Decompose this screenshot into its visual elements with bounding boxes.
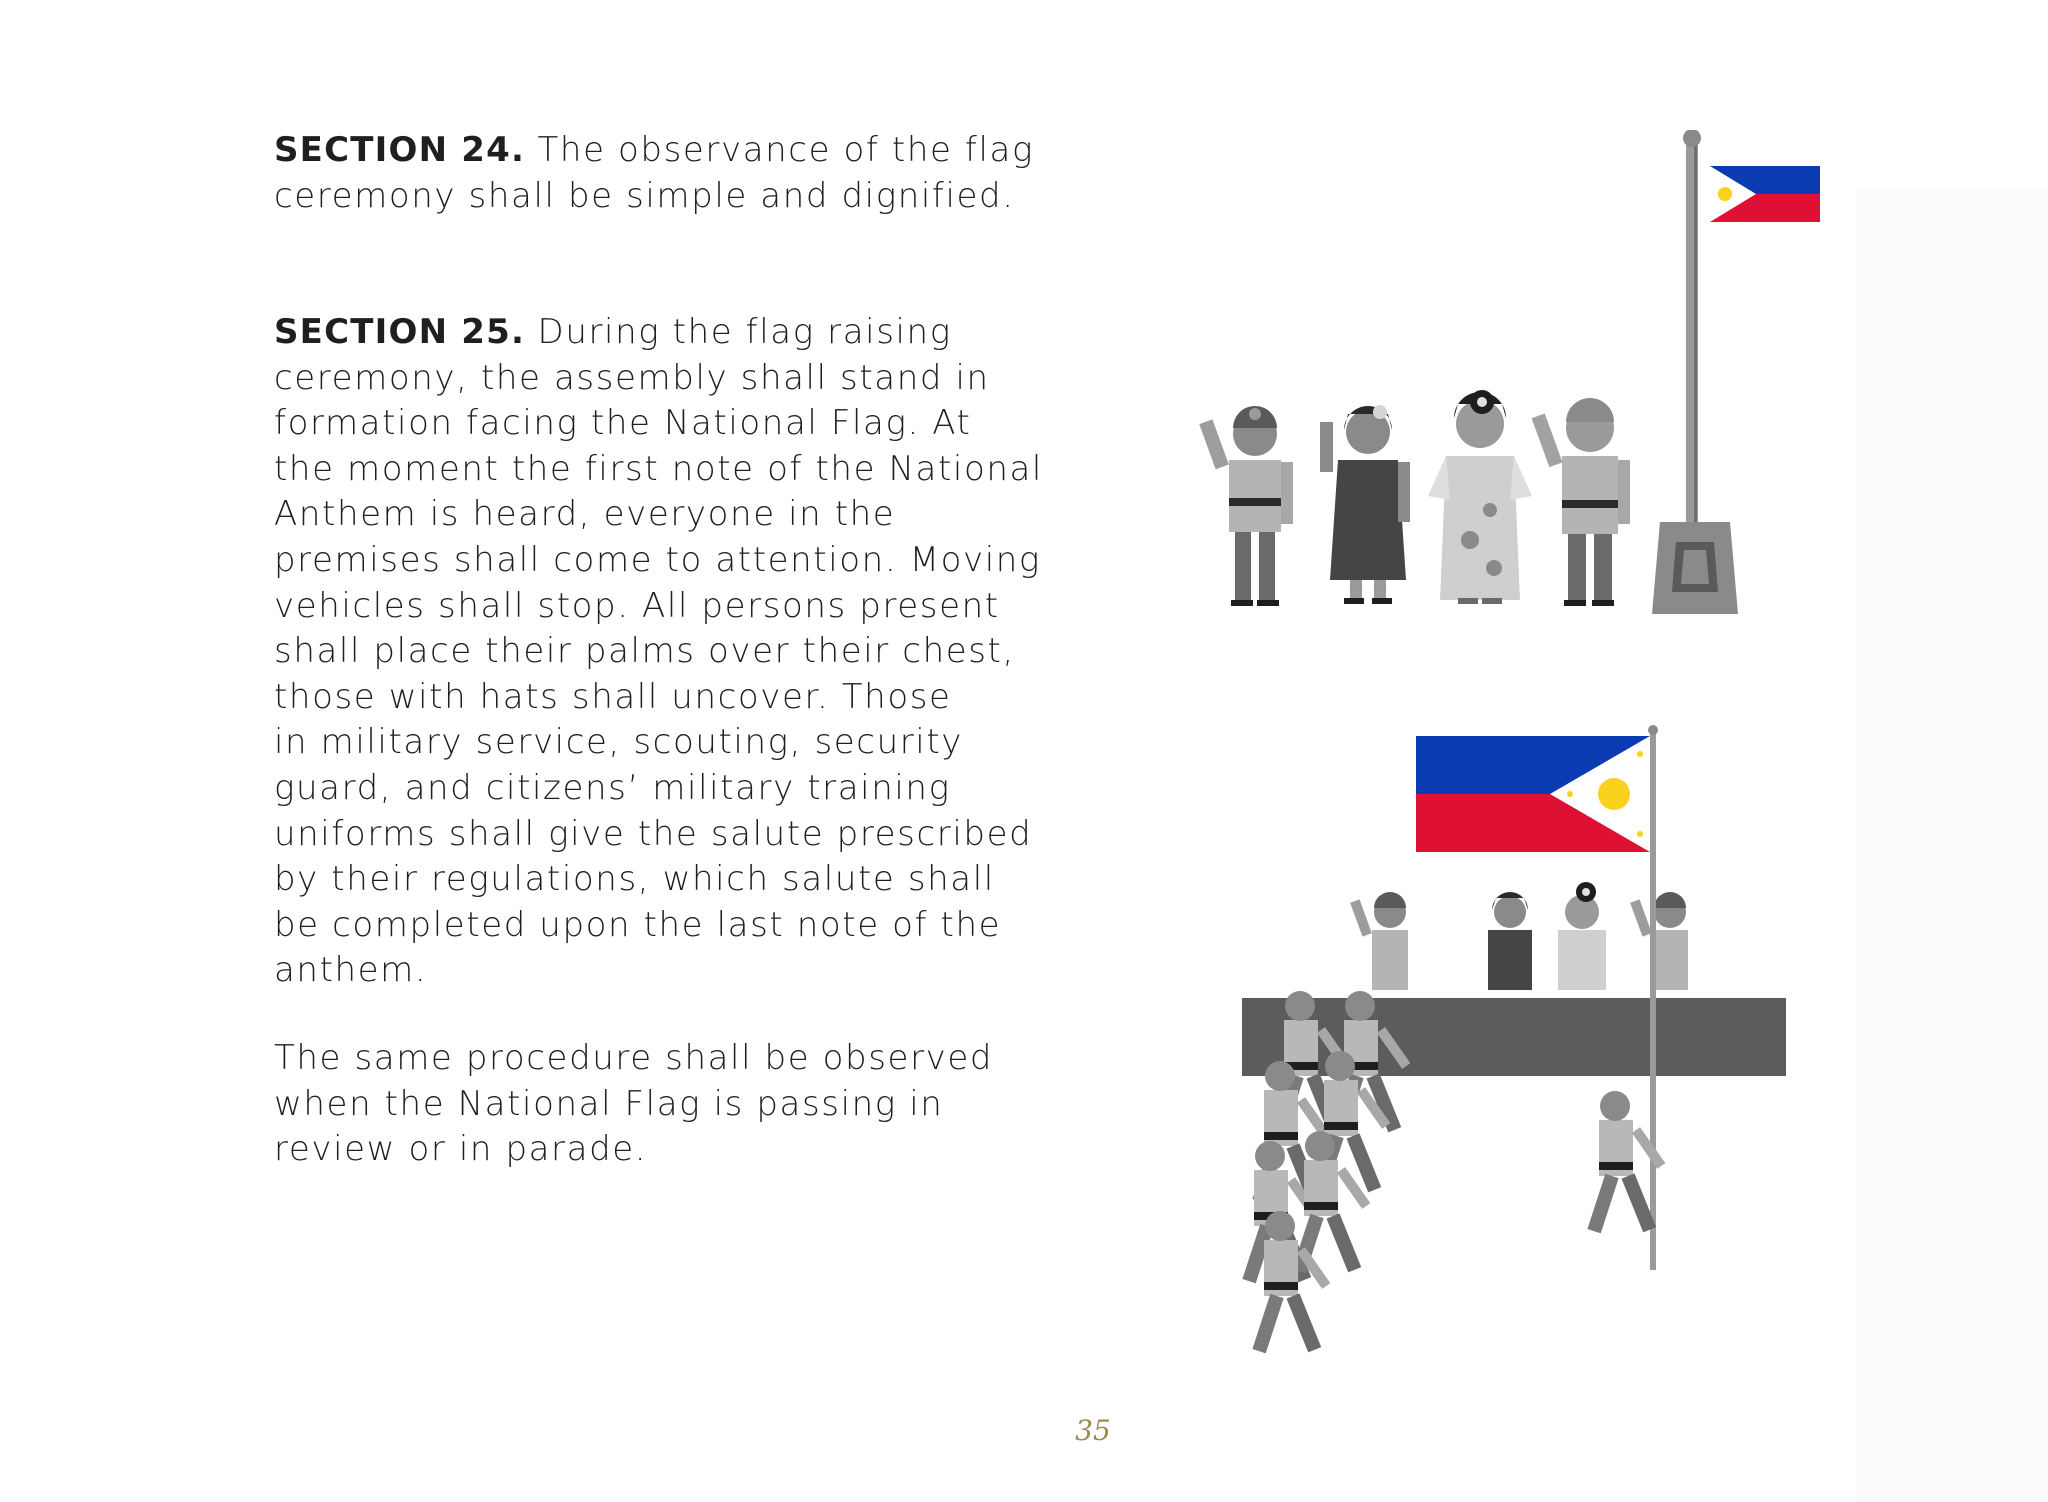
page-number: 35 <box>1075 1414 1111 1447</box>
flag-raising-illustration <box>1190 130 1830 630</box>
section-24-heading: SECTION 24. <box>274 130 526 170</box>
section-24-body: The observance of the flag ceremony shall be simple and dignified. <box>274 130 1034 216</box>
philippine-flag-small <box>1710 166 1820 222</box>
philippine-flag-large <box>1416 736 1650 852</box>
parade-review-illustration <box>1230 720 1810 1370</box>
section-24-paragraph <box>274 128 1034 219</box>
procedure-note: The same procedure shall be observed when the National Flag is passing in review or in parade. <box>274 1038 994 1170</box>
section-25-heading: SECTION 25. <box>274 312 526 352</box>
section-25-body: During the flag raising ceremony, the assembly shall stand in formation facing the National Flag. At the moment the first note of the National Anthem is heard, everyone in the premises shall come to attention. Moving vehicles shall stop. All persons present shall place their palms over their chest, those with hats shall uncover. Those in military service, scouting, security guard, and citizens’ military training uniforms shall give the salute prescribed by their regulations, which salute shall be completed upon the last note of the anthem. <box>274 312 1043 991</box>
page-shade <box>1856 190 2048 1502</box>
section-25-paragraph <box>274 310 1043 994</box>
